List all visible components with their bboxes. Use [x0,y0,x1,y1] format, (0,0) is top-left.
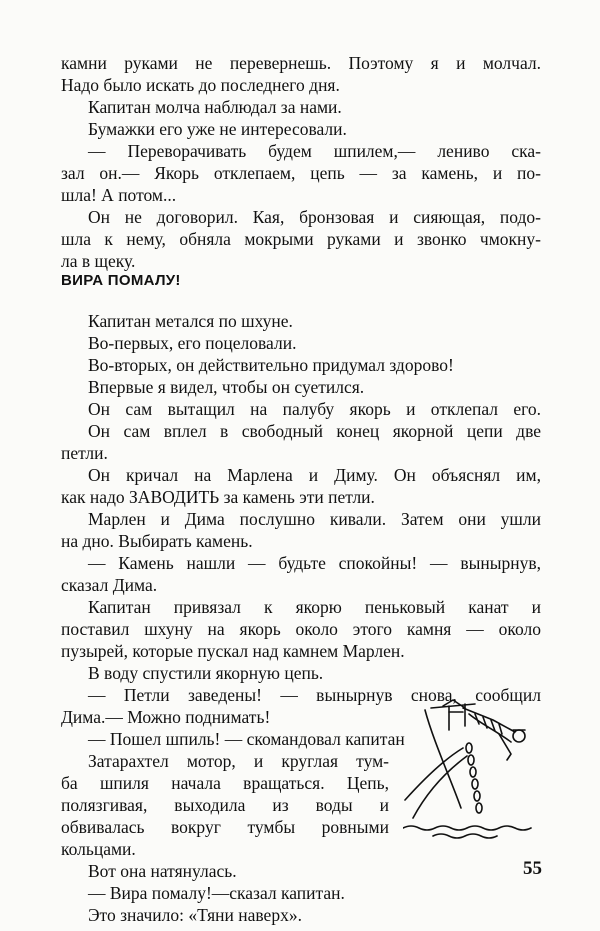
text-line: Капитан метался по шхуне. [88,311,293,331]
sailor-anchor-illustration [403,690,543,840]
text-line: Марлен и Дима послушно кивали. Затем они ушли [88,509,541,529]
text-line: Вот она натянулась. [88,861,237,881]
text-line: сказал Дима. [61,575,158,595]
text-line: полязгивая, выходила из воды и [61,795,389,815]
text-line: обвивалась вокруг тумбы ровными [61,817,389,837]
text-line: как надо ЗАВОДИТЬ за камень эти петли. [61,487,375,507]
text-line: шла к нему, обняла мокрыми руками и звонко чмокну- [61,229,541,249]
text-line: ла в щеку. [61,251,136,271]
text-line: камни руками не перевернешь. Поэтому я и молчал. [61,53,541,73]
text-line: петли. [61,443,108,463]
section-heading: ВИРА ПОМАЛУ! [61,272,181,289]
water-line [403,826,531,830]
text-line: Капитан молча наблюдал за нами. [88,97,342,117]
text-line: Это значило: «Тяни наверх». [88,905,302,925]
text-line: зал он.— Якорь отклепаем, цепь — за камень, и по- [61,163,541,183]
text-line: Во-первых, его поцеловали. [88,333,297,353]
text-line: — Переворачивать будем шпилем,— лениво ска- [88,141,541,161]
text-line: поставил шхуну на якорь около этого камня — около [61,619,541,639]
text-line: Затарахтел мотор, и круглая тум- [88,751,389,771]
text-line: Он сам вытащил на палубу якорь и отклепал его. [88,399,541,419]
text-line: шла! А потом... [61,185,177,205]
text-line: — Пошел шпиль! — скомандовал капитан [88,729,405,749]
text-line: — Вира помалу!—сказал капитан. [88,883,345,903]
text-line: — Камень нашли — будьте спокойны! — вынырнув, [88,553,541,573]
hull-line [425,710,461,808]
text-line: пузырей, которые пускал над камнем Марлен. [61,641,405,661]
deck-line [431,704,475,708]
text-line: В воду спустили якорную цепь. [88,663,324,683]
text-line: Капитан привязал к якорю пеньковый канат и [88,597,541,617]
text-line: Надо было искать до последнего дня. [61,75,340,95]
text-line: Дима.— Можно поднимать! [61,707,271,727]
text-line: Он сам вплел в свободный конец якорной цепи две [88,421,541,441]
text-line: ба шпиля начала вращаться. Цепь, [61,773,389,793]
text-line: Он кричал на Марлена и Диму. Он объяснял им, [88,465,541,485]
text-line: — Петли заведены! — вынырнув снова, сообщил [88,685,541,705]
sailor-head [513,730,525,742]
text-line: Он не договорил. Кая, бронзовая и сияющая, подо- [88,207,541,227]
text-line: кольцами. [61,839,136,859]
page-number: 55 [523,858,542,879]
text-line: Впервые я видел, чтобы он суетился. [88,377,365,397]
text-line: на дно. Выбирать камень. [61,531,253,551]
text-line: Бумажки его уже не интересовали. [88,119,347,139]
text-line: Во-вторых, он действительно придумал здорово! [88,355,454,375]
